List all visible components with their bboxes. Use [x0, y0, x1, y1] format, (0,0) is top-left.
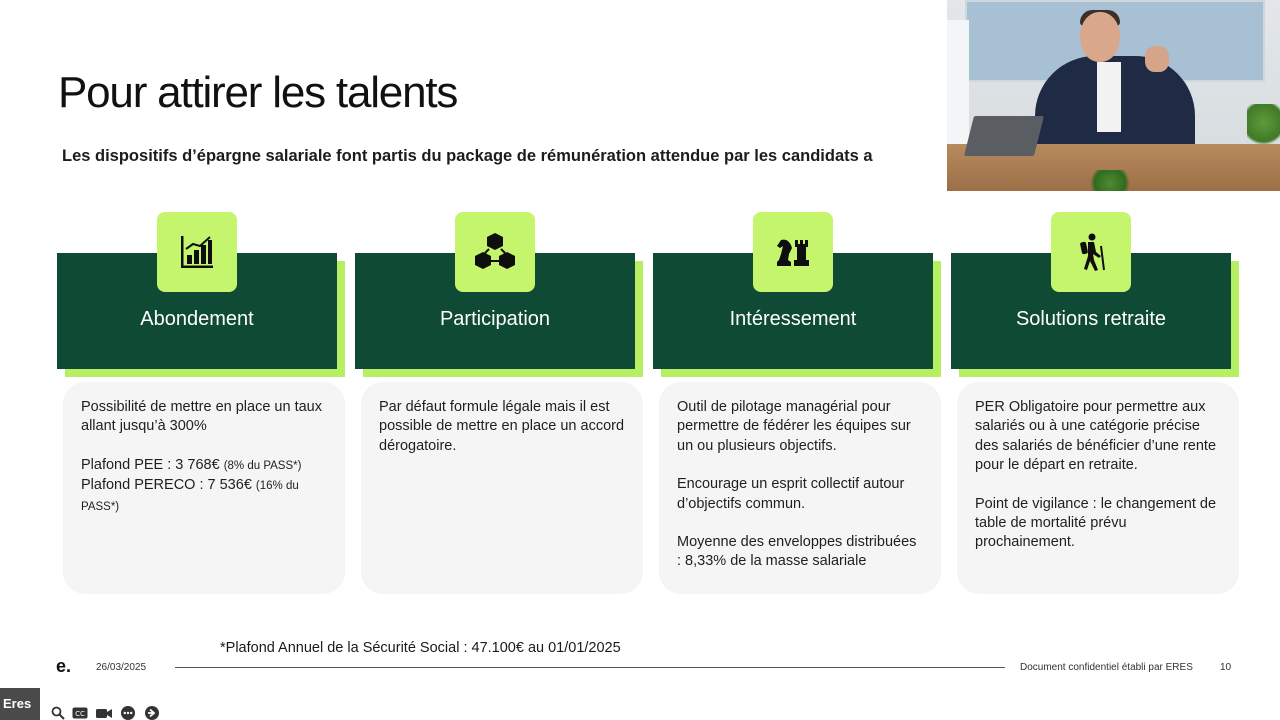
presenter-video-feed[interactable]	[947, 0, 1280, 191]
card-text: PER Obligatoire pour permettre aux salariés ou à une catégorie précise des salariés de bénéficier d’une rente pour le départ en retraite.	[975, 399, 1217, 474]
column-solutions-retraite	[951, 212, 1239, 596]
column-interessement	[653, 212, 941, 596]
plafond-pee-note: (8% du PASS*)	[223, 459, 302, 472]
column-participation	[355, 212, 643, 596]
forward-icon[interactable]	[144, 706, 160, 720]
svg-text:CC: CC	[75, 710, 85, 718]
video-laptop	[964, 116, 1044, 156]
footnote: *Plafond Annuel de la Sécurité Social : 47.100€ au 01/01/2025	[220, 640, 621, 656]
slide-subtitle: Les dispositifs d’épargne salariale font partis du package de rémunération attendue par les candidats a	[62, 147, 873, 165]
card-plafonds	[81, 456, 327, 517]
card-text: Moyenne des enveloppes distribuées : 8,33% de la masse salariale	[677, 534, 917, 570]
cubes-network-icon	[455, 212, 535, 292]
video-plant-foreground	[1085, 170, 1135, 191]
presenter-hand	[1145, 46, 1169, 72]
plafond-pereco-note: (16% du PASS*)	[81, 480, 299, 513]
camera-icon[interactable]	[96, 706, 112, 720]
video-window	[947, 20, 969, 150]
footer-confidential: Document confidentiel établi par ERES	[1020, 662, 1193, 673]
bar-chart-icon	[157, 212, 237, 292]
column-title: Intéressement	[729, 308, 857, 330]
column-title: Solutions retraite	[1015, 308, 1167, 330]
info-card	[659, 382, 941, 594]
card-text: Possibilité de mettre en place un taux allant jusqu’à 300%	[81, 399, 322, 435]
info-card	[361, 382, 643, 594]
column-abondement	[57, 212, 345, 596]
card-text: Encourage un esprit collectif autour d’objectifs commun.	[677, 476, 905, 512]
card-text: Outil de pilotage managérial pour permettre de fédérer les équipes sur un ou plusieurs objectifs.	[677, 399, 911, 454]
more-icon[interactable]	[120, 706, 136, 720]
info-card	[63, 382, 345, 594]
presenter-head	[1080, 12, 1120, 62]
captions-icon[interactable]	[72, 706, 88, 720]
plafond-pereco: Plafond PERECO : 7 536€	[81, 477, 252, 494]
page-number: 10	[1220, 662, 1232, 673]
presenter-shirt	[1097, 62, 1121, 132]
eres-logo: e.	[56, 656, 72, 676]
footer-divider	[175, 667, 1005, 668]
info-card	[957, 382, 1239, 594]
footer-date: 26/03/2025	[96, 662, 147, 673]
search-icon[interactable]	[50, 706, 66, 720]
plafond-pee: Plafond PEE : 3 768€	[81, 456, 220, 473]
video-plant	[1247, 104, 1280, 150]
card-text: Par défaut formule légale mais il est possible de mettre en place un accord dérogatoire.	[379, 399, 625, 454]
chess-pieces-icon	[753, 212, 833, 292]
card-text: Point de vigilance : le changement de table de mortalité prévu prochainement.	[975, 495, 1217, 551]
slide-title: Pour attirer les talents	[58, 68, 458, 117]
column-title: Abondement	[140, 308, 254, 330]
column-title: Participation	[439, 308, 551, 330]
hiker-icon	[1051, 212, 1131, 292]
participant-name-tag[interactable]: Eres	[0, 688, 40, 720]
